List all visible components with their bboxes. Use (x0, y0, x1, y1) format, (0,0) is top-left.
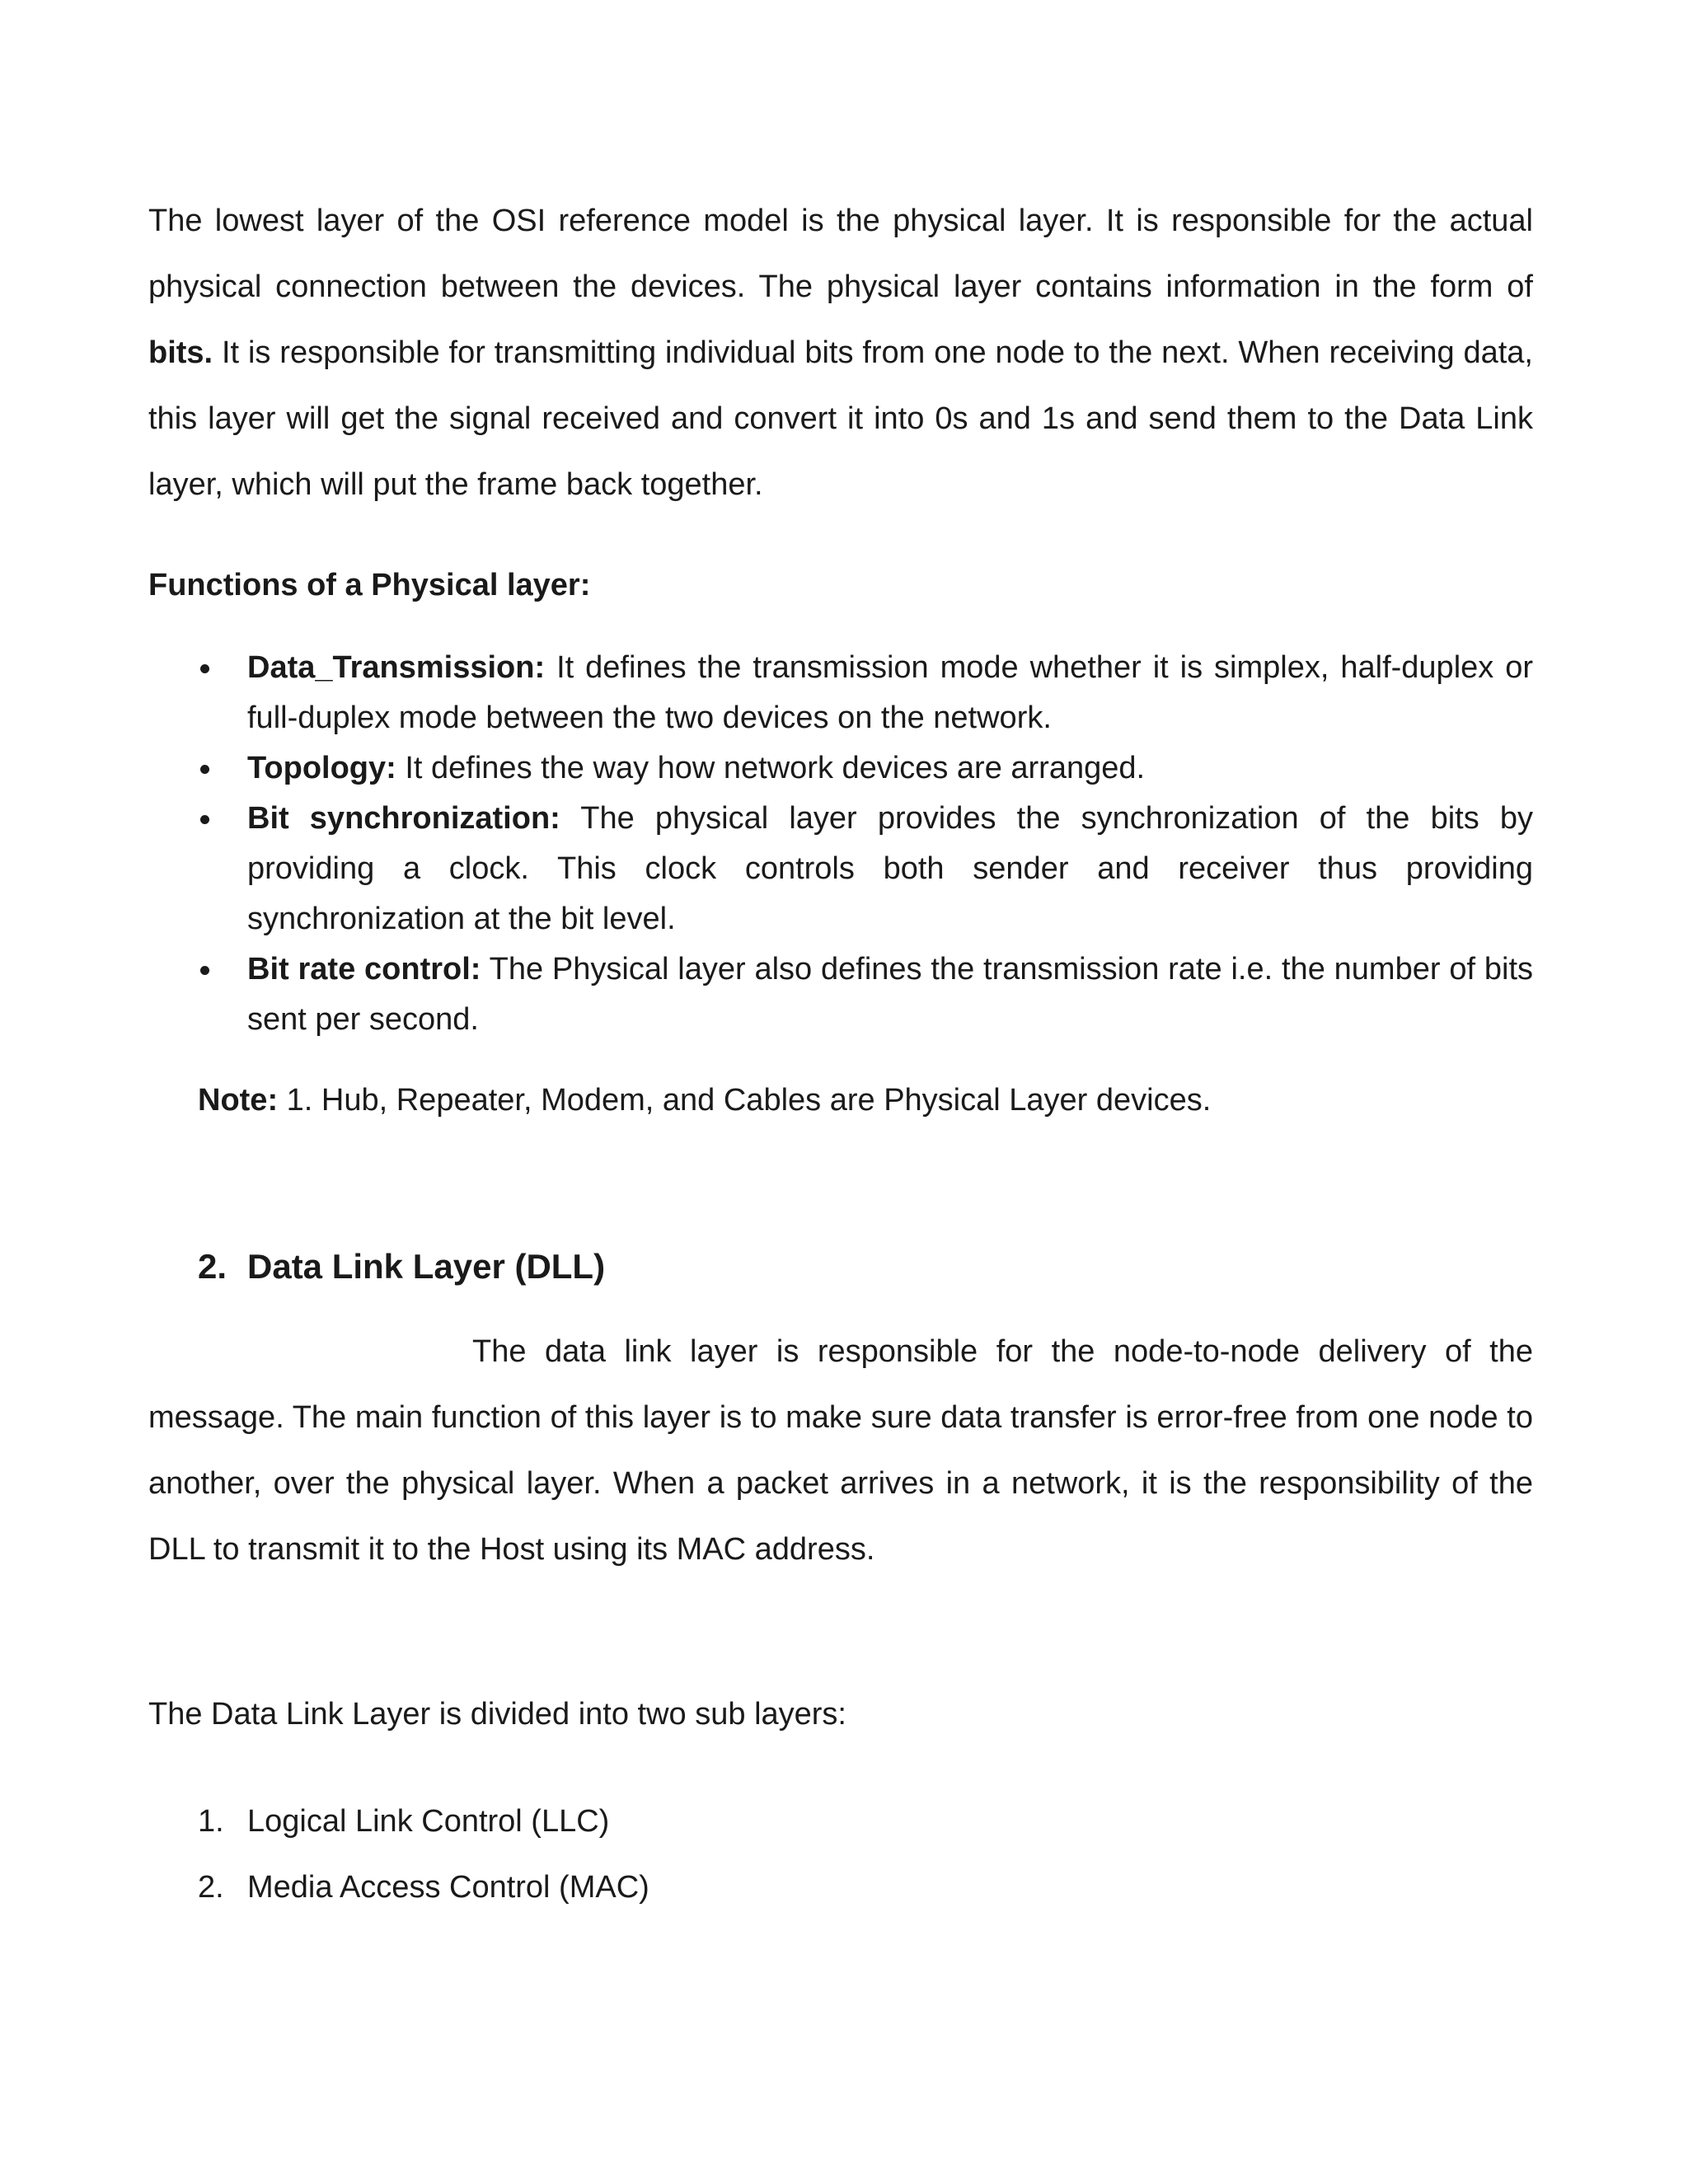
sublayers-intro: The Data Link Layer is divided into two sub layers: (148, 1697, 846, 1732)
functions-list (148, 643, 1533, 1045)
list-item-label: Media Access Control (MAC) (247, 1870, 649, 1905)
function-text: It defines the way how network devices are arranged. (396, 751, 1146, 785)
bullet-icon (200, 815, 209, 824)
sublayers-list (198, 1788, 649, 1920)
section-number: 2. (198, 1247, 227, 1286)
dll-paragraph: The data link layer is responsible for the node-to-node delivery of the message. The main function of this layer is to make sure data transfer is error-free from one node to another, over the physical layer. When a packet arrives in a network, it is the responsibility of the DLL to transmit it to the Host using its MAC address. (148, 1334, 1533, 1567)
bullet-icon (200, 966, 209, 975)
list-item (198, 1788, 649, 1854)
bullet-icon (200, 765, 209, 774)
note-line (198, 1076, 1211, 1125)
functions-heading: Functions of a Physical layer: (148, 568, 591, 602)
function-item-bit-rate-control (148, 944, 1533, 1045)
note-label: Note: (198, 1083, 279, 1118)
function-text: The physical layer provides the synchronization of the bits by providing a clock. This clock controls both sender and receiver thus providing synchronization at the bit level. (247, 801, 1534, 936)
function-label: Bit synchronization: (247, 801, 560, 836)
section-title-dll (198, 1240, 605, 1293)
list-item-number: 1. (198, 1804, 224, 1839)
function-text: It defines the transmission mode whether it is simplex, half-duplex or full-duplex mode between the two devices on the network. (247, 650, 1533, 735)
intro-bold-bits: bits. (148, 335, 213, 370)
intro-text-part1: The lowest layer of the OSI reference model is the physical layer. It is responsible for the actual physical connection between the devices. The physical layer contains information in the form of (148, 204, 1533, 304)
function-label: Topology: (247, 751, 396, 785)
function-item-bit-synchronization (148, 794, 1533, 944)
function-label: Bit rate control: (247, 952, 481, 987)
note-text: 1. Hub, Repeater, Modem, and Cables are Physical Layer devices. (278, 1083, 1212, 1118)
list-item (198, 1854, 649, 1920)
list-item-number: 2. (198, 1870, 224, 1905)
intro-text-part2: It is responsible for transmitting individual bits from one node to the next. When receiving data, this layer will get the signal received and convert it into 0s and 1s and send them to the Data Link layer, which will put the frame back together. (148, 335, 1533, 502)
function-item-data-transmission (148, 643, 1533, 743)
bullet-icon (200, 664, 209, 673)
function-item-topology (148, 743, 1533, 794)
list-item-label: Logical Link Control (LLC) (247, 1804, 610, 1839)
section-title-text: Data Link Layer (DLL) (247, 1247, 606, 1286)
intro-paragraph (148, 188, 1533, 518)
function-label: Data_Transmission: (247, 650, 546, 685)
function-text: The Physical layer also defines the transmission rate i.e. the number of bits sent per second. (247, 952, 1533, 1037)
